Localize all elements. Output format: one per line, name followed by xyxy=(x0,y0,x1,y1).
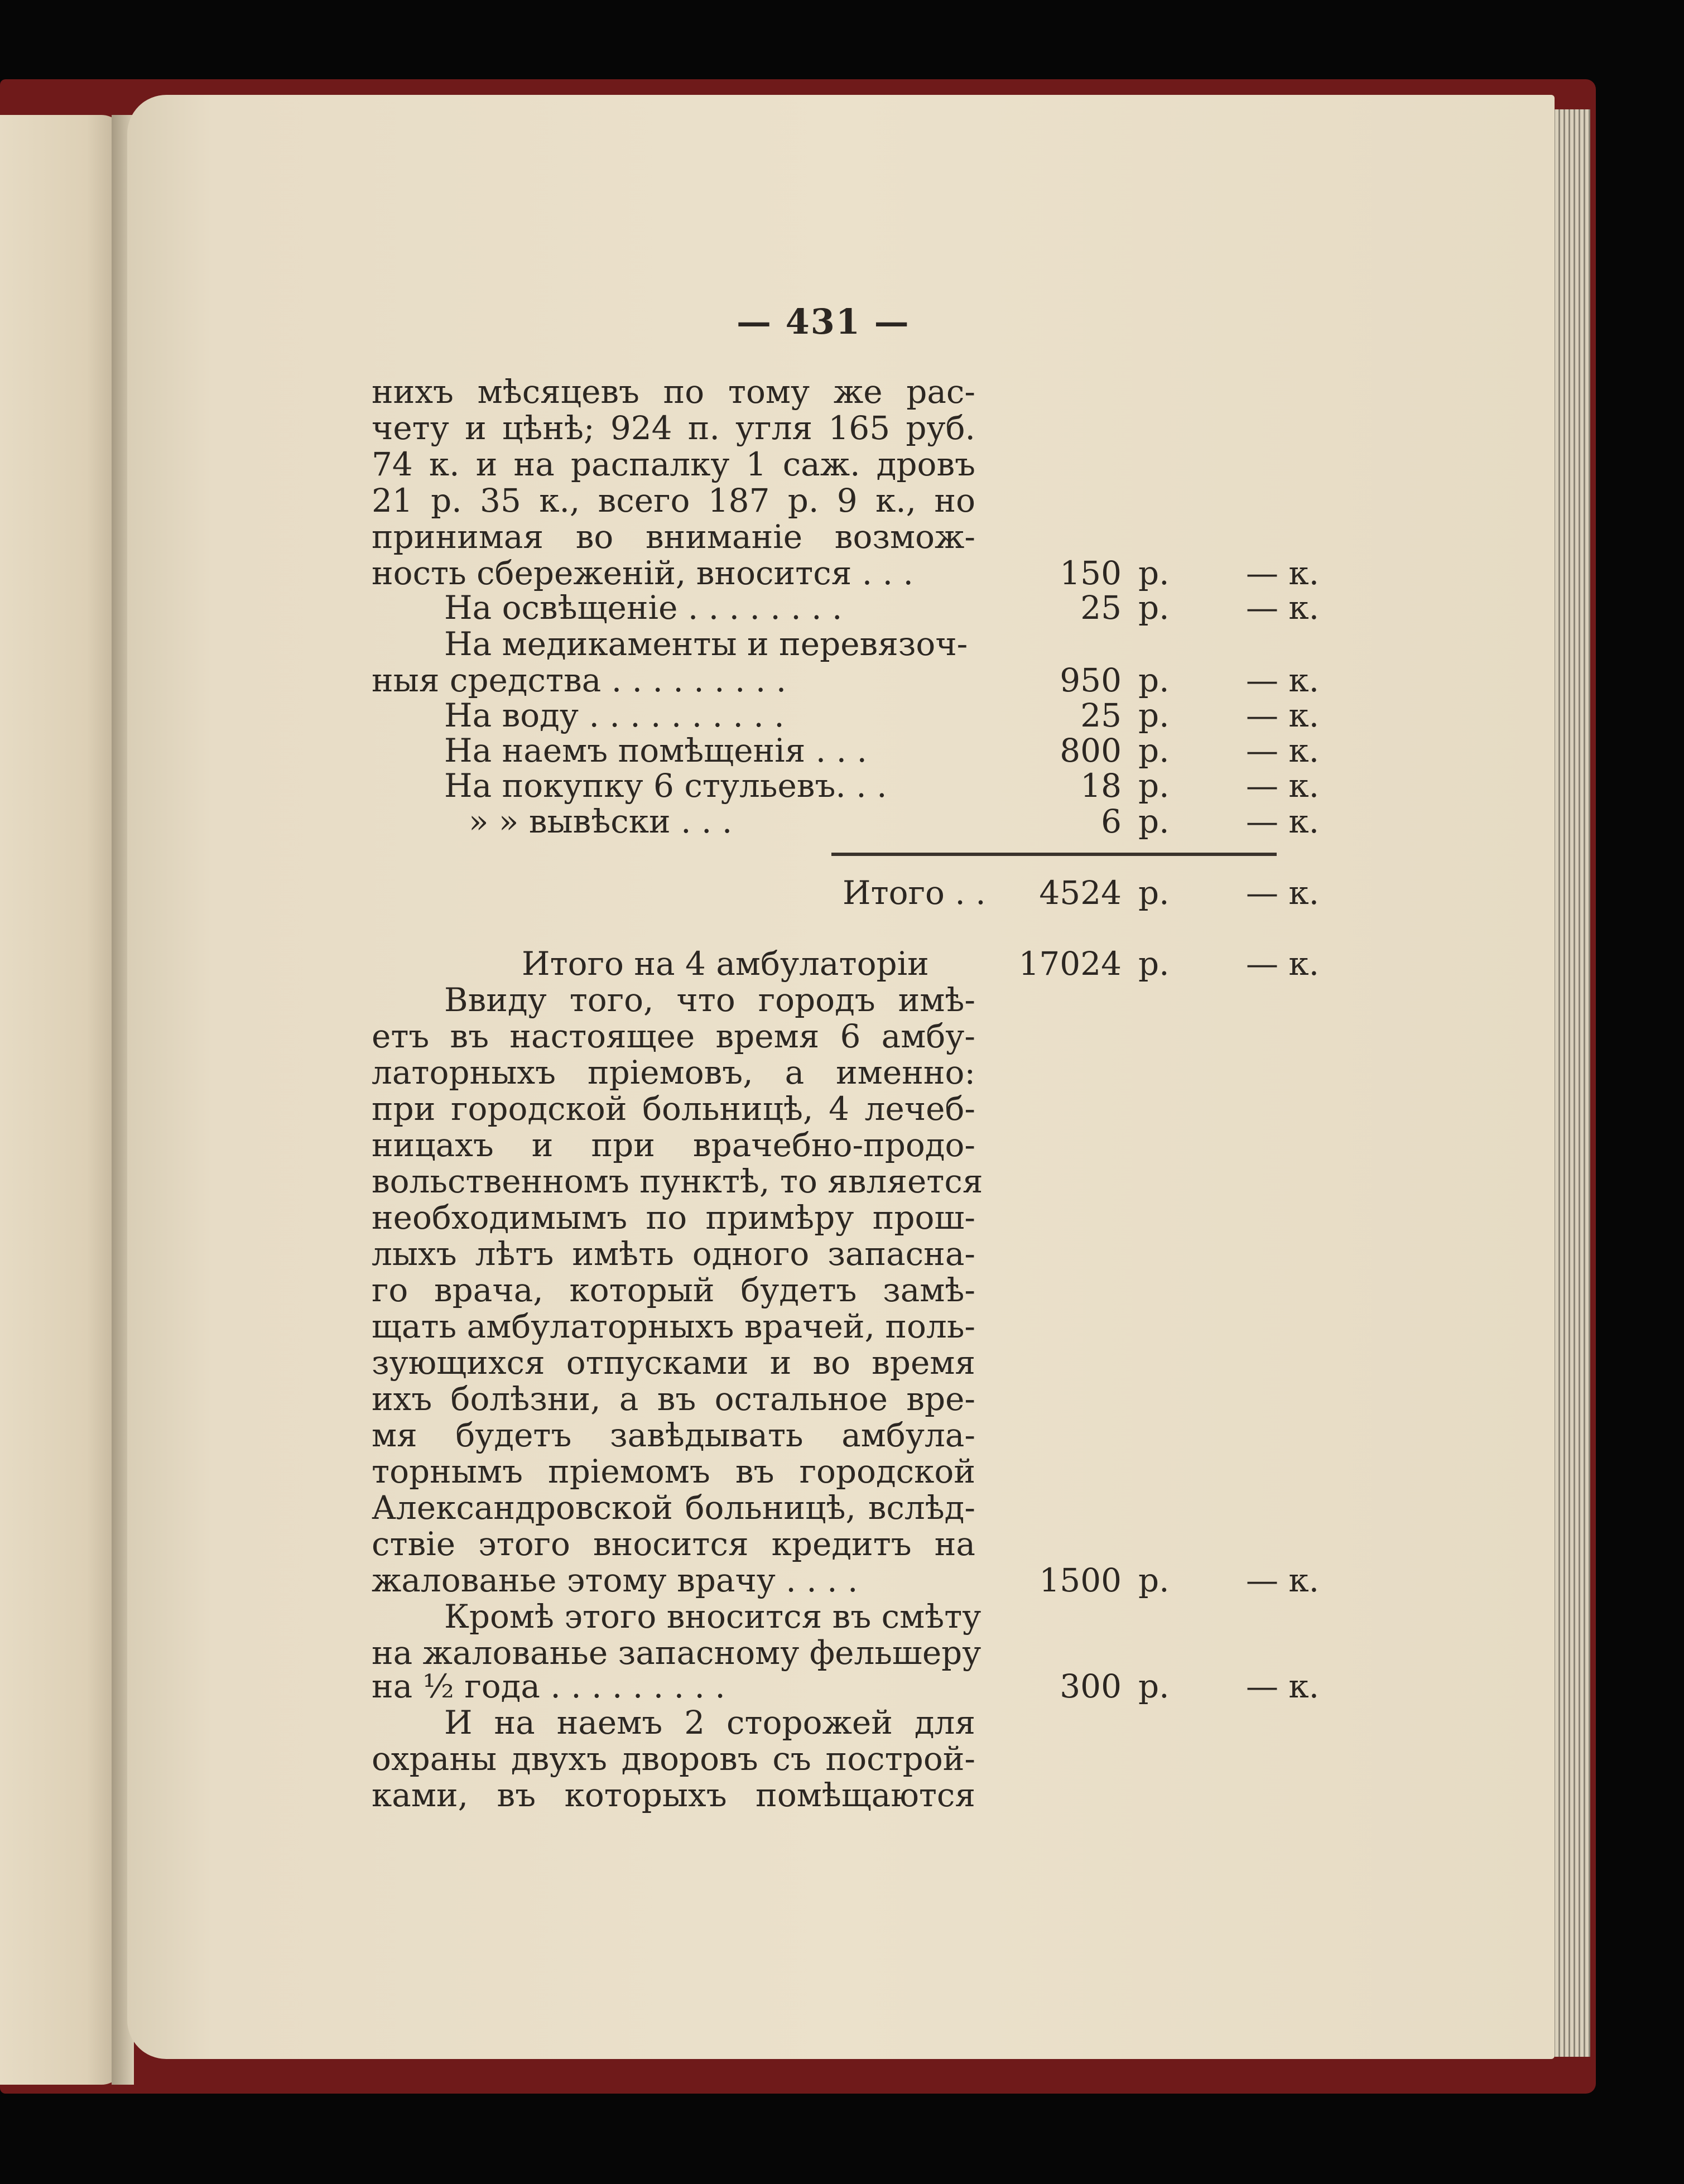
ledger-label: ныя средства . . . . . . . . . xyxy=(372,661,787,699)
ledger-rub: р. xyxy=(1138,661,1170,699)
text-line: ницахъ и при врачебно-продо- xyxy=(372,1126,975,1164)
ledger-label: На наемъ помѣщенія . . . xyxy=(444,732,867,769)
total-rub: р. xyxy=(1138,874,1170,912)
ledger-kop: — к. xyxy=(1246,767,1320,805)
text-line: ствіе этого вносится кредитъ на xyxy=(372,1525,975,1563)
text-line: на жалованье запасному фельшеру xyxy=(372,1634,981,1672)
ledger-kop: — к. xyxy=(1246,661,1320,699)
paragraph-reserve-doctor xyxy=(372,981,983,1563)
ledger-kop: — к. xyxy=(1246,732,1320,769)
total-label: Итого . . xyxy=(843,874,986,912)
ledger-label: на ½ года . . . . . . . . . xyxy=(372,1667,725,1705)
grand-total-label: Итого на 4 амбулаторіи xyxy=(522,945,929,983)
ledger-label: На покупку 6 стульевъ. . . xyxy=(444,767,887,805)
text-line: вольственномъ пунктѣ, то является xyxy=(372,1162,983,1200)
text-line: охраны двухъ дворовъ съ построй- xyxy=(372,1740,975,1778)
text-line: ихъ болѣзни, а въ остальное вре- xyxy=(372,1380,975,1418)
ledger-amount: 6 xyxy=(1101,802,1122,840)
ledger-rub: р. xyxy=(1138,1561,1170,1599)
text-line: Ввиду того, что городъ имѣ- xyxy=(444,981,975,1019)
text-line: етъ въ настоящее время 6 амбу- xyxy=(372,1017,975,1055)
total-rule xyxy=(831,853,1277,856)
ledger-kop: — к. xyxy=(1246,554,1320,592)
page-number: — 431 — xyxy=(737,301,910,342)
ledger-rub: р. xyxy=(1138,554,1170,592)
text-line: ками, въ которыхъ помѣщаются xyxy=(372,1776,975,1814)
ledger-label: жалованье этому врачу . . . . xyxy=(372,1561,858,1599)
ledger-rub: р. xyxy=(1138,767,1170,805)
text-line: при городской больницѣ, 4 лечеб- xyxy=(372,1090,975,1128)
paragraph-feldsher xyxy=(372,1598,981,1672)
text-line: Александровской больницѣ, вслѣд- xyxy=(372,1489,975,1527)
text-line: принимая во вниманіе возмож- xyxy=(372,518,975,556)
ledger-kop: — к. xyxy=(1246,1561,1320,1599)
ledger-label: На освѣщеніе . . . . . . . . xyxy=(444,589,843,627)
grand-total-amount: 17024 xyxy=(1018,945,1122,983)
paragraph-heating xyxy=(372,374,975,555)
paragraph-watchmen xyxy=(372,1705,975,1813)
text-line: лыхъ лѣтъ имѣть одного запасна- xyxy=(372,1235,975,1273)
text-line: И на наемъ 2 сторожей для xyxy=(444,1704,975,1742)
ledger-amount: 18 xyxy=(1080,767,1122,805)
text-line: го врача, который будетъ замѣ- xyxy=(372,1271,975,1309)
ledger-amount: 1500 xyxy=(1039,1561,1122,1599)
ledger-amount: 25 xyxy=(1080,696,1122,734)
ledger-amount: 25 xyxy=(1080,589,1122,627)
text-line: мя будетъ завѣдывать амбула- xyxy=(372,1416,975,1454)
text-line: латорныхъ пріемовъ, а именно: xyxy=(372,1053,975,1091)
grand-total-kop: — к. xyxy=(1246,945,1320,983)
text-line: щать амбулаторныхъ врачей, поль- xyxy=(372,1307,975,1345)
ledger-rub: р. xyxy=(1138,732,1170,769)
ledger-kop: — к. xyxy=(1246,589,1320,627)
ledger-label: На воду . . . . . . . . . . xyxy=(444,696,785,734)
ledger-label: » » вывѣски . . . xyxy=(469,802,733,840)
ledger-label: ность сбереженій, вносится . . . xyxy=(372,554,913,592)
text-line: 74 к. и на распалку 1 саж. дровъ xyxy=(372,445,975,483)
ledger-rub: р. xyxy=(1138,696,1170,734)
ledger-amount: 800 xyxy=(1060,732,1122,769)
ledger-kop: — к. xyxy=(1246,1667,1320,1705)
grand-total-rub: р. xyxy=(1138,945,1170,983)
ledger-amount: 300 xyxy=(1060,1667,1122,1705)
text-line: Кромѣ этого вносится въ смѣту xyxy=(444,1598,981,1635)
text-line: чету и цѣнѣ; 924 п. угля 165 руб. xyxy=(372,409,975,447)
ledger-kop: — к. xyxy=(1246,696,1320,734)
text-line: нихъ мѣсяцевъ по тому же рас- xyxy=(372,373,975,411)
text-line: необходимымъ по примѣру прош- xyxy=(372,1199,975,1237)
ledger-amount: 150 xyxy=(1060,554,1122,592)
text-line: торнымъ пріемомъ въ городской xyxy=(372,1452,975,1490)
ledger-amount: 950 xyxy=(1060,661,1122,699)
text-line: 21 р. 35 к., всего 187 р. 9 к., но xyxy=(372,482,975,519)
ledger-rub: р. xyxy=(1138,802,1170,840)
ledger-kop: — к. xyxy=(1246,802,1320,840)
text-line: зующихся отпусками и во время xyxy=(372,1344,975,1382)
total-amount: 4524 xyxy=(1039,874,1122,912)
facing-page xyxy=(0,115,124,2085)
total-kop: — к. xyxy=(1246,874,1320,912)
ledger-rub: р. xyxy=(1138,1667,1170,1705)
ledger-rub: р. xyxy=(1138,589,1170,627)
ledger-label: На медикаменты и перевязоч- xyxy=(444,625,968,663)
